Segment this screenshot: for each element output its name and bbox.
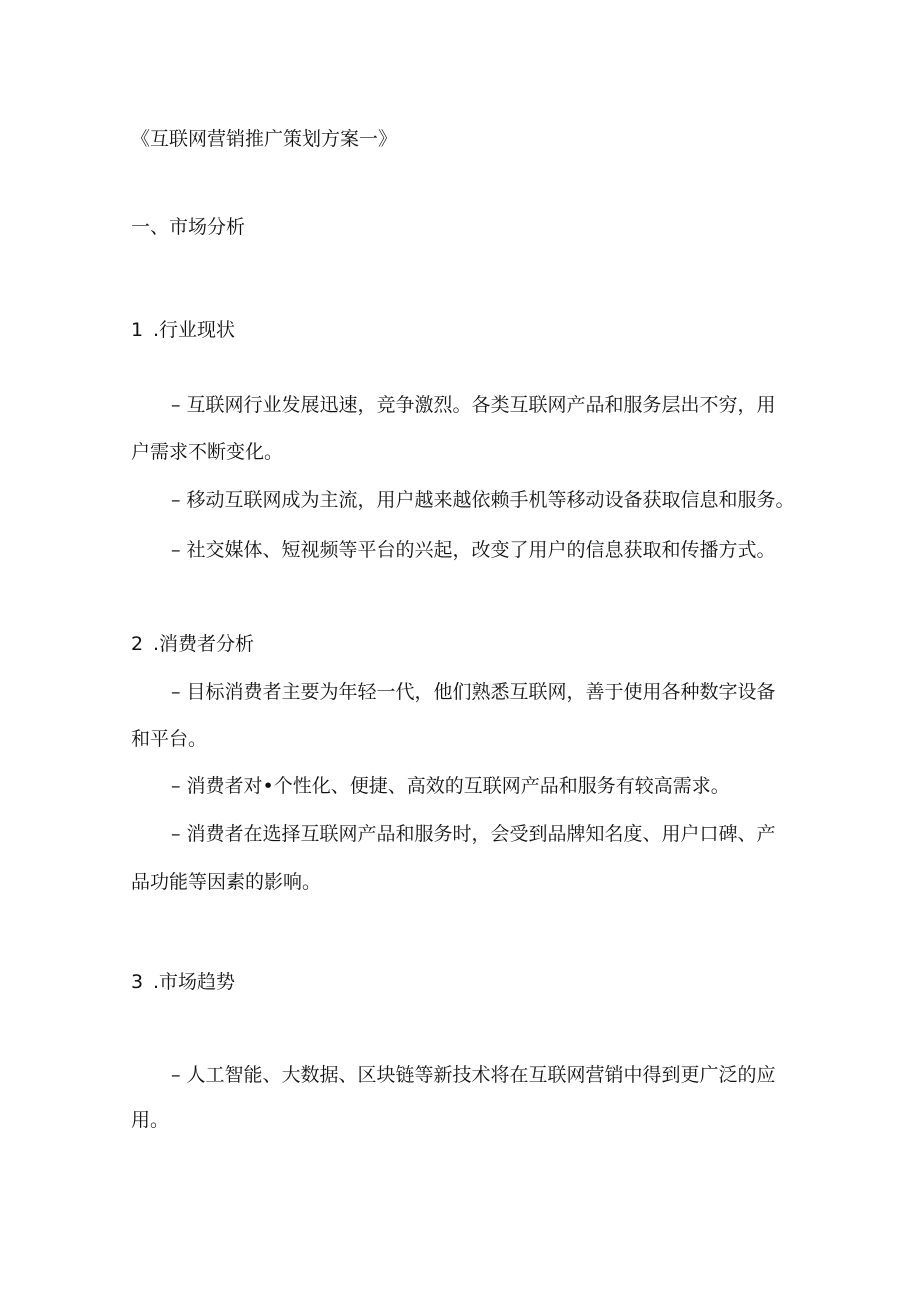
bullet-line: – 人工智能、大数据、区块链等新技术将在互联网营销中得到更广泛的应 (171, 1064, 776, 1086)
subsection-label: .行业现状 (153, 319, 236, 341)
subsection-heading-industry-status (131, 318, 235, 342)
bullet-line: – 互联网行业发展迅速，竞争激烈。各类互联网产品和服务层出不穷，用 (171, 394, 776, 416)
bullet-continuation: 品功能等因素的影响。 (131, 871, 322, 893)
subsection-number: 3 (131, 971, 144, 993)
bullet-line: – 移动互联网成为主流，用户越来越依赖手机等移动设备获取信息和服务。 (171, 489, 795, 511)
bullet-continuation: 用。 (131, 1109, 170, 1131)
bullet-line: – 社交媒体、短视频等平台的兴起，改变了用户的信息获取和传播方式。 (171, 539, 776, 561)
subsection-heading-market-trends (131, 970, 235, 994)
section-heading-market-analysis: 一、市场分析 (131, 216, 246, 238)
bullet-line: – 消费者对•个性化、便捷、高效的互联网产品和服务有较高需求。 (171, 775, 730, 797)
bullet-line: – 消费者在选择互联网产品和服务时，会受到品牌知名度、用户口碑、产 (171, 823, 776, 845)
subsection-heading-consumer-analysis (131, 632, 254, 656)
document-title: 《互联网营销推广策划方案一》 (131, 128, 398, 150)
bullet-continuation: 和平台。 (131, 728, 208, 750)
subsection-number: 2 (131, 633, 144, 655)
bullet-line: – 目标消费者主要为年轻一代，他们熟悉互联网，善于使用各种数字设备 (171, 681, 776, 703)
subsection-number: 1 (131, 319, 144, 341)
bullet-continuation: 户需求不断变化。 (131, 441, 284, 463)
subsection-label: .市场趋势 (153, 971, 236, 993)
subsection-label: .消费者分析 (153, 633, 255, 655)
